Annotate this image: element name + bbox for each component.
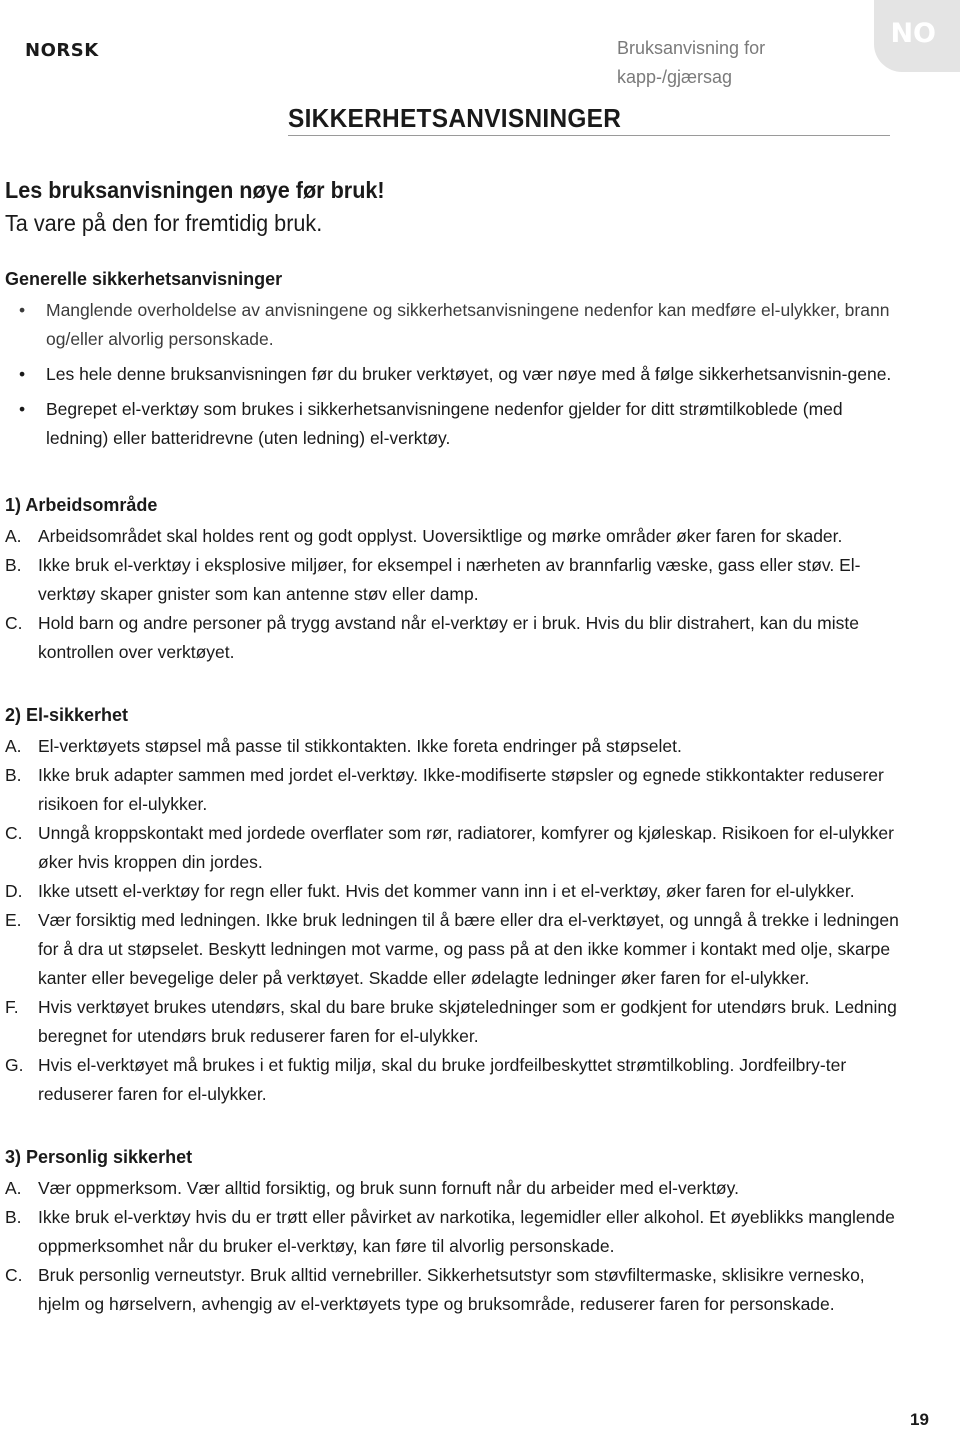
- item-text: Hvis el-verktøyet må brukes i et fuktig miljø, skal du bruke jordfeilbeskyttet strømtilkobling. Jordfeilbry-ter reduserer faren for el-ulykker.: [38, 1055, 847, 1104]
- language-tab: [874, 0, 960, 72]
- bullet-item: • Les hele denne bruksanvisningen før du bruker verktøyet, og vær nøye med å følge sikkerhetsanvisnin-gene.: [5, 360, 905, 389]
- list-item: [5, 761, 905, 819]
- item-letter: F.: [5, 997, 19, 1017]
- section-electrical-safety: [5, 701, 905, 1109]
- item-letter: C.: [5, 613, 23, 633]
- item-text: Ikke bruk el-verktøy hvis du er trøtt eller påvirket av narkotika, legemidler eller alkohol. Et øyeblikks manglende oppmerksomhet når du bruker el-verktøy, kan føre til alvorlig personskade.: [38, 1207, 895, 1256]
- item-letter: C.: [5, 823, 23, 843]
- item-text: Ikke bruk adapter sammen med jordet el-verktøy. Ikke-modifiserte støpsler og egnede stikkontakter reduserer risikoen for el-ulykker.: [38, 765, 884, 814]
- item-letter: B.: [5, 1207, 22, 1227]
- item-letter: A.: [5, 736, 22, 756]
- section-title: 2) El-sikkerhet: [5, 705, 129, 725]
- section-personal-safety: [5, 1143, 905, 1319]
- bullet-item: • Begrepet el-verktøy som brukes i sikkerhetsanvisningene nedenfor gjelder for ditt strømtilkoblede (med ledning) eller batteridrevne (uten ledning) el-verktøy.: [5, 395, 905, 453]
- manual-title: Bruksanvisning for kapp-/gjærsag: [617, 38, 766, 87]
- list-item: [5, 551, 905, 609]
- list-item: [5, 732, 905, 761]
- item-letter: B.: [5, 555, 22, 575]
- item-letter: C.: [5, 1265, 23, 1285]
- section-title: 1) Arbeidsområde: [5, 495, 158, 515]
- list-item: [5, 1203, 905, 1261]
- section-heading: SIKKERHETSANVISNINGER: [288, 103, 622, 133]
- general-bullets: [5, 296, 905, 453]
- item-letter: B.: [5, 765, 22, 785]
- intro: [5, 174, 385, 240]
- list-item: [5, 906, 905, 993]
- item-letter: A.: [5, 1178, 22, 1198]
- content: [5, 265, 905, 1319]
- language-tab-label: NO: [890, 18, 936, 49]
- section-items: [5, 1174, 905, 1319]
- language-label: NORSK: [25, 40, 99, 61]
- section-title: 3) Personlig sikkerhet: [5, 1147, 193, 1167]
- section-items: [5, 732, 905, 1109]
- list-item: [5, 609, 905, 667]
- list-item: [5, 522, 905, 551]
- item-text: Hold barn og andre personer på trygg avstand når el-verktøy er i bruk. Hvis du blir distrahert, kan du miste kontrollen over verktøyet.: [38, 613, 859, 662]
- bullet-item: • Manglende overholdelse av anvisningene og sikkerhetsanvisningene nedenfor kan medføre el-ulykker, brann og/eller alvorlig personskade.: [5, 296, 905, 354]
- general-title: Generelle sikkerhetsanvisninger: [5, 269, 283, 289]
- item-letter: D.: [5, 881, 23, 901]
- intro-line: Ta vare på den for fremtidig bruk.: [5, 210, 323, 236]
- list-item: [5, 819, 905, 877]
- item-text: El-verktøyets støpsel må passe til stikkontakten. Ikke foreta endringer på støpselet.: [38, 736, 682, 756]
- list-item: [5, 993, 905, 1051]
- list-item: [5, 1174, 905, 1203]
- item-text: Hvis verktøyet brukes utendørs, skal du bare bruke skjøteledninger som er godkjent for utendørs bruk. Ledning beregnet for utendørs bruk reduserer faren for el-ulykker.: [38, 997, 897, 1046]
- section-items: [5, 522, 905, 667]
- item-letter: E.: [5, 910, 22, 930]
- item-text: Vær forsiktig med ledningen. Ikke bruk ledningen til å bære eller dra el-verktøyet, og unngå å trekke i ledningen for å dra ut støpselet. Beskytt ledningen mot varme, og pass på at den ikke kommer i kontakt med olje, skarpe kanter eller bevegelige deler på verktøyet. Skadde eller ødelagte ledninger øker faren for el-ulykker.: [38, 910, 899, 988]
- section-work-area: [5, 491, 905, 667]
- item-letter: A.: [5, 526, 22, 546]
- item-text: Bruk personlig verneutstyr. Bruk alltid vernebriller. Sikkerhetsutstyr som støvfiltermaske, sklisikre vernesko, hjelm og hørselvern, avhengig av el-verktøyets type og bruksområde, reduserer faren for personskade.: [38, 1265, 865, 1314]
- list-item: [5, 1051, 905, 1109]
- item-text: Unngå kroppskontakt med jordede overflater som rør, radiatorer, komfyrer og kjøleskap. Risikoen for el-ulykker øker hvis kroppen din jordes.: [38, 823, 894, 872]
- item-text: Ikke bruk el-verktøy i eksplosive miljøer, for eksempel i nærheten av brannfarlig væske, gass eller støv. El-verktøy skaper gnister som kan antenne støv eller damp.: [38, 555, 861, 604]
- item-text: Arbeidsområdet skal holdes rent og godt opplyst. Uoversiktlige og mørke områder øker faren for skader.: [38, 526, 843, 546]
- heading-rule: [288, 135, 890, 136]
- item-letter: G.: [5, 1055, 24, 1075]
- item-text: Vær oppmerksom. Vær alltid forsiktig, og bruk sunn fornuft når du arbeider med el-verktøy.: [38, 1178, 739, 1198]
- page-number: 19: [910, 1410, 929, 1429]
- list-item: [5, 877, 905, 906]
- list-item: [5, 1261, 905, 1319]
- intro-line-bold: Les bruksanvisningen nøye før bruk!: [5, 177, 385, 203]
- item-text: Ikke utsett el-verktøy for regn eller fukt. Hvis det kommer vann inn i et el-verktøy, øker faren for el-ulykker.: [38, 881, 855, 901]
